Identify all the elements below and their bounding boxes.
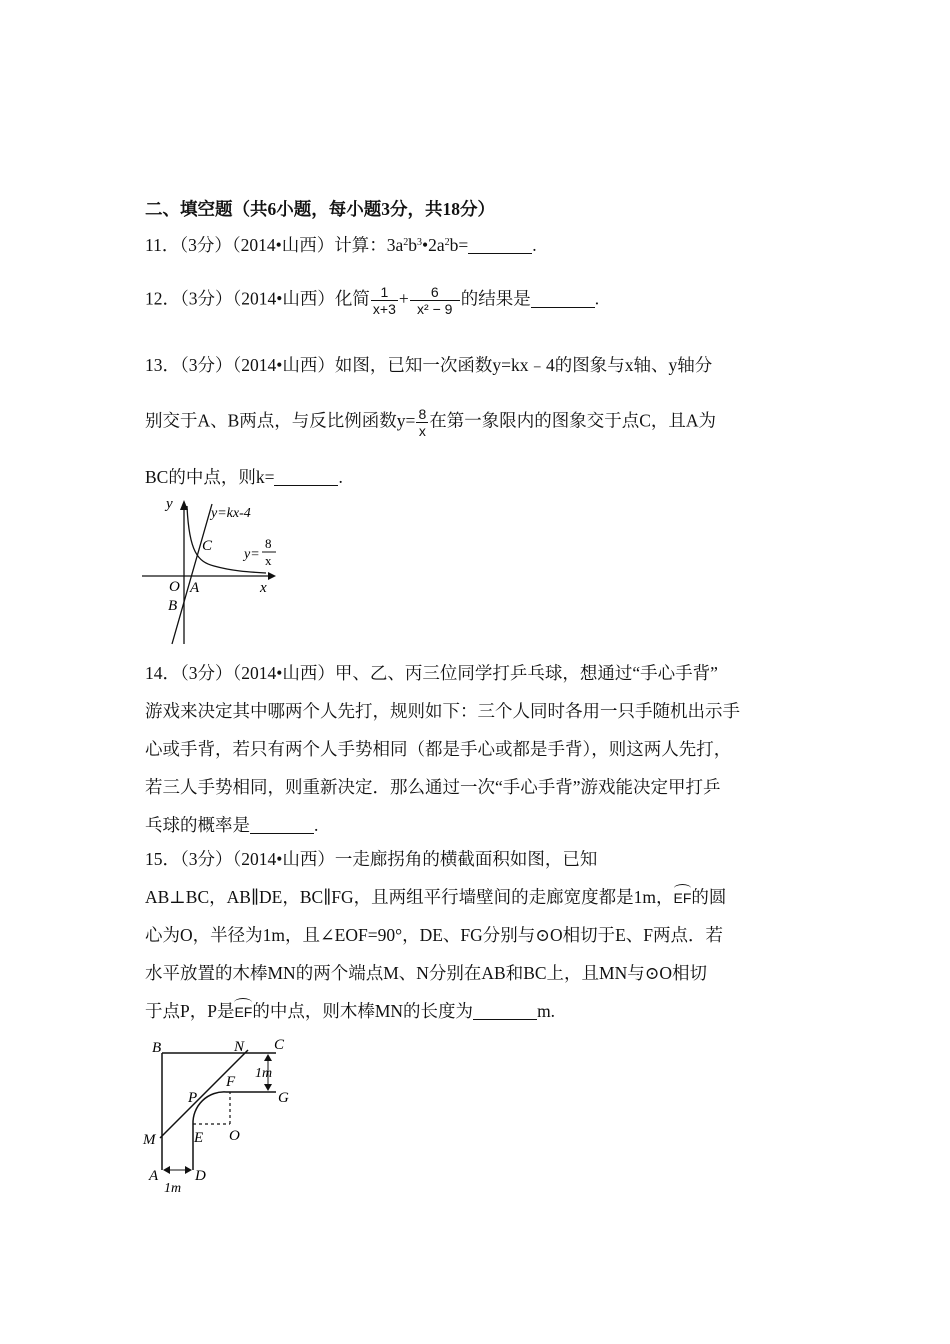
point-n-label: N bbox=[234, 1039, 245, 1055]
point-c-label: C bbox=[202, 538, 213, 554]
question-14-line-3: 心或手背，若只有两个人手势相同（都是手心或都是手背），则这两人先打， bbox=[145, 739, 732, 759]
answer-blank-15[interactable] bbox=[473, 1002, 537, 1021]
question-13-line-3: BC的中点，则k= . bbox=[145, 467, 343, 487]
arc-ef: EF bbox=[673, 890, 692, 906]
line-equation-label: y=kx-4 bbox=[211, 506, 251, 521]
answer-blank-13[interactable] bbox=[274, 468, 338, 487]
question-15-line-2: AB⊥BC，AB∥DE，BC∥FG，且两组平行墙壁间的走廊宽度都是1m，EF的圆 bbox=[145, 887, 727, 907]
point-o-label: O bbox=[229, 1128, 240, 1144]
point-f-label: F bbox=[226, 1074, 236, 1090]
answer-blank-11[interactable] bbox=[468, 236, 532, 255]
point-d-label: D bbox=[195, 1168, 206, 1184]
arc-ef: EF bbox=[234, 1004, 253, 1020]
question-15-line-4: 水平放置的木棒MN的两个端点M、N分别在AB和BC上，且MN与⊙O相切 bbox=[145, 963, 708, 983]
x-axis-label: x bbox=[260, 580, 267, 596]
answer-blank-12[interactable] bbox=[531, 289, 595, 308]
corridor-figure bbox=[140, 1030, 300, 1200]
dimension-label-1m-right: 1m bbox=[255, 1066, 273, 1081]
fraction-2: $\frac{6}{\text{x² − 9}}$ bbox=[410, 284, 460, 317]
arc-ef-shape bbox=[193, 1092, 226, 1124]
answer-blank-14[interactable] bbox=[250, 816, 314, 835]
fraction-1: $\frac{1}{x+3}$ bbox=[372, 284, 396, 318]
point-a-label: A bbox=[149, 1168, 159, 1184]
curve-denominator: x bbox=[265, 553, 272, 568]
point-a-label: A bbox=[190, 580, 200, 596]
point-b-label: B bbox=[152, 1040, 162, 1056]
point-b-label: B bbox=[168, 598, 178, 614]
point-e-label: E bbox=[194, 1130, 204, 1146]
question-15-line-1: 15．（3分）（2014•山西）一走廊拐角的横截面积如图，已知 bbox=[145, 849, 598, 869]
x-axis-arrow bbox=[268, 572, 276, 580]
curve-equation-label: y= bbox=[244, 547, 260, 562]
curve-numerator: 8 bbox=[265, 536, 272, 551]
question-11: 11．（3分）（2014•山西）计算：$3a^2b^3•2a^2b=$ . bbox=[145, 235, 537, 255]
question-14-line-1: 14．（3分）（2014•山西）甲、乙、丙三位同学打乒乓球，想通过“手心手背” bbox=[145, 663, 718, 683]
question-12: 12．（3分）（2014•山西）化简 $\frac{1}{x+3}$ + $\frac{6}{\text{x² − 9}}$ 的结果是 . bbox=[145, 284, 600, 318]
point-p-label: P bbox=[188, 1090, 198, 1106]
stick-mn bbox=[160, 1050, 248, 1138]
question-15-line-5: 于点P，P是EF的中点，则木棒MN的长度为 m. bbox=[145, 1001, 556, 1021]
fraction-8-x: $\frac{8}{x}$ bbox=[418, 406, 427, 440]
question-13-line-2: 别交于A、B两点，与反比例函数y= $\frac{8}{x}$ 在第一象限内的图象交于点C，且A为 bbox=[145, 406, 717, 440]
point-c-label: C bbox=[274, 1037, 285, 1053]
dimension-label-1m-bottom: 1m bbox=[164, 1181, 182, 1196]
y-axis-label: y bbox=[166, 496, 173, 512]
question-14-line-5: 乓球的概率是 . bbox=[145, 815, 319, 835]
origin-label: O bbox=[169, 579, 180, 595]
question-14-line-4: 若三人手势相同，则重新决定．那么通过一次“手心手背”游戏能决定甲打乒 bbox=[145, 777, 721, 797]
point-m-label: M bbox=[143, 1132, 156, 1148]
point-g-label: G bbox=[278, 1090, 289, 1106]
linear-function-line bbox=[172, 504, 212, 644]
question-13-line-1: 13．（3分）（2014•山西）如图，已知一次函数y=kx﹣4的图象与x轴、y轴分 bbox=[145, 355, 713, 375]
question-15-line-3: 心为O，半径为1m，且∠EOF=90°，DE、FG分别与⊙O相切于E、F两点．若 bbox=[145, 925, 724, 945]
section-title: 二、填空题（共6小题，每小题3分，共18分） bbox=[145, 199, 495, 219]
question-14-line-2: 游戏来决定其中哪两个人先打，规则如下：三个人同时各用一只手随机出示手 bbox=[145, 701, 740, 721]
function-graph-figure bbox=[140, 492, 280, 652]
